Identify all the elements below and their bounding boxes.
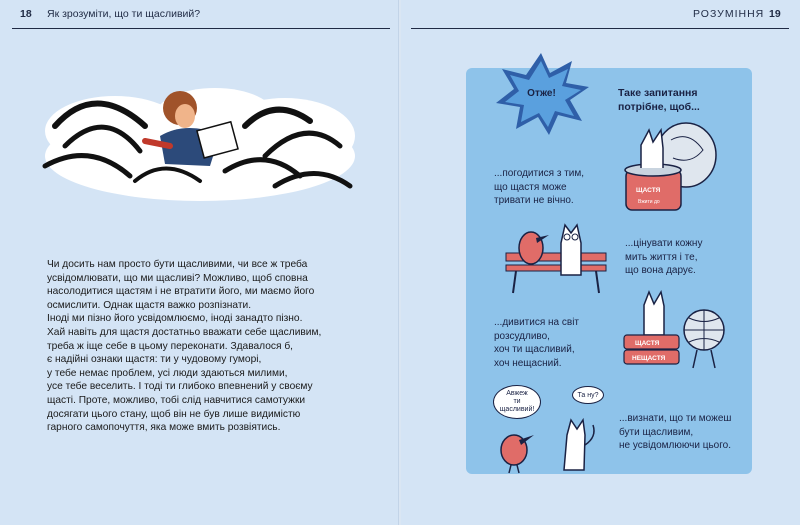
bubble-line: Та ну? (577, 392, 599, 399)
label-happiness: ЩАСТЯ (635, 340, 660, 347)
page-number-left: 18 (20, 8, 32, 20)
body-line: усвідомлювати, що ми щасливі? Можливо, щоб сповна (47, 272, 308, 284)
body-line: Іноді ми пізно його усвідомлюємо, іноді занадто пізно. (47, 313, 303, 325)
reason-line: бути щасливим, (619, 426, 694, 438)
boy-on-cloud-illustration (35, 86, 360, 211)
question-line: Таке запитання (618, 87, 698, 99)
reason-item-4 (619, 412, 731, 453)
reason-line: ...дивитися на світ (494, 317, 579, 328)
body-line: усе тебе веселить. І тоді ти глибоко впевнений у своєму (47, 381, 313, 393)
bubble-line: Авжеж (506, 390, 528, 397)
reason-line: хоч ти щасливий, (494, 344, 575, 355)
reason-item-2 (625, 237, 702, 278)
speech-bubble-cat (572, 386, 604, 404)
body-line: осмислити. Однак щастя важко розпізнати. (47, 299, 252, 311)
cat-on-labels-with-globe-illustration (619, 290, 729, 375)
reason-line: розсудливо, (494, 330, 550, 342)
reason-line: що щастя може (494, 181, 567, 193)
page-number-right: 19 (769, 8, 781, 20)
reason-line: ...цінувати кожну (625, 238, 703, 249)
question-heading (618, 86, 700, 114)
chapter-title: Як зрозуміти, що ти щасливий? (47, 8, 201, 20)
body-line: Чи досить нам просто бути щасливими, чи все ж треба (47, 259, 308, 270)
header-rule-right (411, 28, 789, 29)
section-title: РОЗУМІННЯ (693, 8, 765, 20)
body-line: досягати цього стану, щоб він не був лише видимістю (47, 408, 301, 420)
bubble-line: ти (513, 398, 521, 405)
body-line: насолодитися щастям і не втратити його, ми маємо його (47, 286, 315, 298)
body-line: треба ж іще себе в цьому переконати. Здавалося б, (47, 340, 294, 352)
right-page (401, 0, 800, 525)
can-label-happiness: ЩАСТЯ (636, 187, 661, 194)
question-line: потрібне, щоб... (618, 101, 700, 113)
header-rule-left (12, 28, 390, 29)
label-unhappiness: НЕЩАСТЯ (632, 355, 666, 362)
bubble-line: щасливий! (499, 406, 535, 413)
bird-and-cat-conversation-illustration (489, 415, 604, 475)
cat-on-happiness-can-illustration (611, 120, 721, 215)
reason-line: що вона дарує. (625, 265, 696, 276)
speech-bubble-bird (493, 385, 541, 419)
reason-line: ...погодитися з тим, (494, 168, 585, 179)
left-page (0, 0, 399, 525)
bird-and-cat-on-bench-illustration (501, 213, 616, 298)
reason-item-3 (494, 316, 579, 370)
body-line: у тебе немає проблем, усі люди здаються милими, (47, 367, 288, 379)
body-line: є надійні ознаки щастя: ти у чудовому гуморі, (47, 354, 262, 366)
summary-badge: Отже! (527, 88, 556, 99)
reason-line: ...визнати, що ти можеш (619, 413, 732, 424)
body-paragraph (47, 258, 367, 435)
reason-item-1 (494, 167, 584, 208)
reason-line: тривати не вічно. (494, 195, 574, 206)
body-line: Хай навіть для щастя достатньо вважати себе щасливим, (47, 326, 322, 338)
reason-line: мить життя і те, (625, 251, 698, 263)
reason-line: не усвідомлюючи цього. (619, 440, 732, 451)
body-line: щасті. Проте, можливо, тобі слід навчитися самотужки (47, 394, 306, 406)
reason-line: хоч нещасний. (494, 357, 562, 369)
body-line: гарного самопочуття, яка може вмить розвіятись. (47, 422, 281, 434)
can-expiry-label: Вжити до (638, 199, 660, 205)
